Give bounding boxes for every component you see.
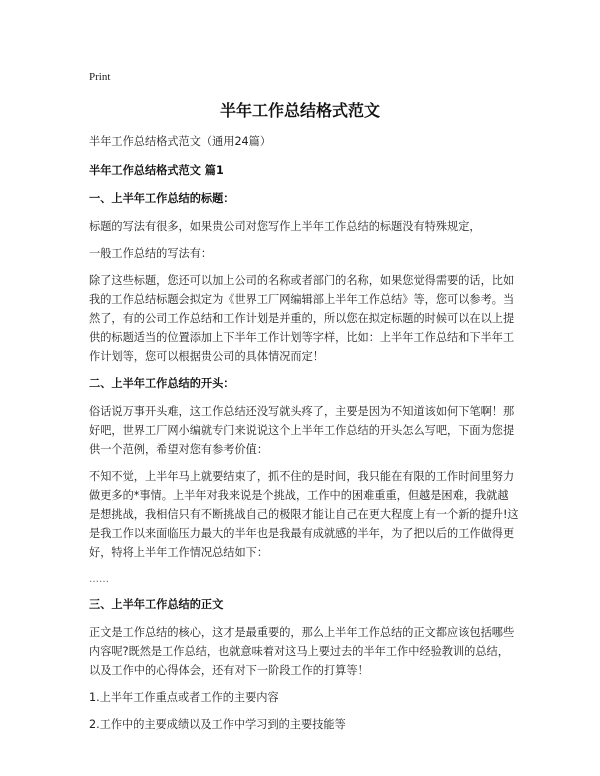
document-subtitle: 半年工作总结格式范文（通用24篇） bbox=[89, 135, 272, 148]
paragraph-title-intro: 标题的写法有很多，如果贵公司对您写作上半年工作总结的标题没有特殊规定， bbox=[89, 220, 481, 233]
heading-body-section: 三、上半年工作总结的正文 bbox=[89, 598, 224, 611]
document-title: 半年工作总结格式范文 bbox=[219, 101, 380, 120]
document-body bbox=[89, 132, 519, 742]
print-link[interactable]: Print bbox=[89, 71, 111, 83]
section-title: 半年工作总结格式范文 篇1 bbox=[89, 164, 224, 177]
paragraph-title-options: 除了这些标题，您还可以加上公司的名称或者部门的名称，如果您觉得需要的话，比如我的工作总结标题会拟定为《世界工厂网编辑部上半年工作总结》等，您可以参考。当然了，有的公司工作总结和工作计划是并重的，所以您在拟定标题的时候可以在以上提供的标题适当的位置添加上下半年工作计划等字样，比如：上半年工作总结和下半年工作计划等，您可以根据贵公司的具体情况而定！ bbox=[89, 274, 515, 363]
paragraph-body-intro: 正文是工作总结的核心，这才是最重要的，那么上半年工作总结的正文都应该包括哪些内容呢?既然是工作总结，也就意味着对这马上要过去的半年工作中经验教训的总结，以及工作中的心得体会，还有对下一阶段工作的打算等！ bbox=[89, 626, 515, 677]
heading-opening-section: 二、上半年工作总结的开头： bbox=[89, 377, 235, 390]
paragraph-title-general: 一般工作总结的写法有： bbox=[89, 247, 213, 260]
heading-title-section: 一、上半年工作总结的标题： bbox=[89, 192, 235, 205]
list-item-1: 1.上半年工作重点或者工作的主要内容 bbox=[89, 691, 279, 704]
list-item-2: 2.工作中的主要成绩以及工作中学习到的主要技能等 bbox=[89, 718, 346, 731]
ellipsis: …… bbox=[89, 574, 109, 585]
paragraph-opening-example: 不知不觉，上半年马上就要结束了，抓不住的是时间，我只能在有限的工作时间里努力做更多的*事情。上半年对我来说是个挑战，工作中的困难重重，但越是困难，我就越是想挑战，我相信只有不断挑战自己的极限才能让自己在更大程度上有一个新的提升!这是我工作以来面临压力最大的半年也是我最有成就感的半年，为了把以后的工作做得更好，特将上半年工作情况总结如下： bbox=[89, 470, 519, 559]
paragraph-opening-intro: 俗话说万事开头难，这工作总结还没写就头疼了，主要是因为不知道该如何下笔啊！那好吧，世界工厂网小编就专门来说说这个上半年工作总结的开头怎么写吧，下面为您提供一个范例，希望对您有参考价值： bbox=[89, 405, 515, 456]
